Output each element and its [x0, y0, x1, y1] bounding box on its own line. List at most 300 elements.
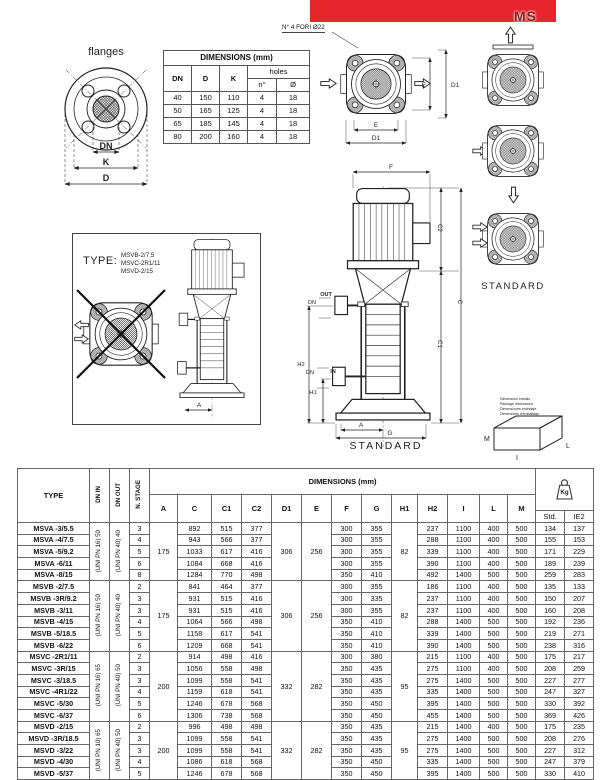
- cell: 110: [220, 92, 248, 105]
- table-row: [18, 651, 594, 663]
- dim-h1-label: H1: [309, 390, 317, 396]
- cell-kg-ie2: 271: [565, 628, 594, 640]
- cell-c1: 618: [212, 756, 242, 768]
- cell-l: 400: [480, 593, 508, 605]
- cell-g: 435: [362, 663, 392, 675]
- cell-c2: 416: [242, 604, 272, 616]
- cell-g: 355: [362, 523, 392, 535]
- table-row: [18, 523, 594, 535]
- cell: 18: [277, 131, 310, 144]
- cell-dn-out: [110, 651, 130, 721]
- cell-i: 1400: [448, 733, 480, 745]
- cell-c: 1158: [178, 628, 212, 640]
- pump-top-view-dimensioned: [318, 30, 460, 152]
- cell: 200: [192, 131, 220, 144]
- col-dn-out-label: DN OUT: [115, 482, 123, 507]
- cell-i: 1400: [448, 616, 480, 628]
- cell-stage: 5: [130, 546, 150, 558]
- cell-g: 380: [362, 651, 392, 663]
- col-l: L: [480, 495, 508, 523]
- cell-i: 1100: [448, 523, 480, 535]
- cell: 125: [220, 105, 248, 118]
- cell-l: 400: [480, 721, 508, 733]
- col-c: C: [178, 495, 212, 523]
- cell-kg-ie2: 276: [565, 733, 594, 745]
- cell-g: 450: [362, 768, 392, 780]
- dim-c2-label: C2: [436, 224, 442, 232]
- cell: 40: [164, 92, 192, 105]
- package-m-label: M: [484, 436, 490, 443]
- cell-c2: 541: [242, 639, 272, 651]
- cell-i: 1400: [448, 674, 480, 686]
- cell-c: 1084: [178, 558, 212, 570]
- cell-g: 435: [362, 745, 392, 757]
- cell-kg-ie2: 229: [565, 546, 594, 558]
- cell-h2: 275: [418, 745, 448, 757]
- col-h1: H1: [392, 495, 418, 523]
- cell-f: 350: [332, 733, 362, 745]
- table-row: [18, 721, 594, 733]
- cell-type: MSVD -4/30: [18, 756, 90, 768]
- cell-a: 200: [150, 721, 178, 779]
- col-dn-out: [110, 469, 130, 523]
- cell-kg-ie2: 235: [565, 721, 594, 733]
- flange-dimensions-table: [163, 50, 310, 144]
- cell-h2: 395: [418, 768, 448, 780]
- flow-arrow-down-icon: [509, 187, 518, 203]
- cell-i: 1100: [448, 604, 480, 616]
- cell-h2: 339: [418, 546, 448, 558]
- cell-c2: 568: [242, 710, 272, 722]
- cell-kg-std: 238: [536, 639, 565, 651]
- cell-kg-std: 134: [536, 523, 565, 535]
- cell-d1: 332: [272, 721, 302, 779]
- cell-c: 1056: [178, 663, 212, 675]
- weight-icon: [555, 478, 574, 501]
- cell-m: 500: [508, 639, 536, 651]
- dim-c-label: C: [456, 299, 462, 305]
- cell-type: MSVA -3/5.5: [18, 523, 90, 535]
- cell-c: 841: [178, 581, 212, 593]
- brand-logo: MS: [514, 8, 537, 24]
- cell-e: 256: [302, 523, 332, 581]
- col-a: A: [150, 495, 178, 523]
- cell-c2: 541: [242, 745, 272, 757]
- cell-g: 335: [362, 593, 392, 605]
- cell-f: 350: [332, 686, 362, 698]
- cell-stage: 3: [130, 663, 150, 675]
- cell-stage: 5: [130, 698, 150, 710]
- cell-kg-std: 189: [536, 558, 565, 570]
- dim-e-h: E: [373, 122, 379, 129]
- cell-c: 996: [178, 721, 212, 733]
- cell-m: 500: [508, 546, 536, 558]
- cell-type: MSVA -6/11: [18, 558, 90, 570]
- cell-kg-std: 369: [536, 710, 565, 722]
- cell-h2: 215: [418, 651, 448, 663]
- cell-i: 1400: [448, 745, 480, 757]
- cell-type: MSVA -4/7.5: [18, 534, 90, 546]
- cell-l: 400: [480, 651, 508, 663]
- cell-m: 500: [508, 663, 536, 675]
- cell-l: 500: [480, 569, 508, 581]
- col-type: TYPE: [18, 469, 90, 523]
- cell-c2: 377: [242, 581, 272, 593]
- cell-c1: 566: [212, 616, 242, 628]
- cell-m: 500: [508, 686, 536, 698]
- cell-m: 500: [508, 733, 536, 745]
- type-label: TYPE:: [83, 255, 118, 267]
- flange-table-title: DIMENSIONS (mm): [164, 51, 310, 66]
- cell-kg-ie2: 312: [565, 745, 594, 757]
- dim-g-label: G: [387, 430, 393, 437]
- cell-m: 500: [508, 581, 536, 593]
- dim-d-label: D: [102, 173, 110, 183]
- package-caption-1: Dimensioni imballo: [500, 397, 531, 401]
- col-i: I: [448, 495, 480, 523]
- col-stage: [130, 469, 150, 523]
- cell-type: MSVA -5/9.2: [18, 546, 90, 558]
- package-caption-2: Package dimensions: [500, 402, 534, 406]
- kg-header: [536, 469, 594, 511]
- dim-f-label: F: [389, 164, 393, 171]
- cell-type: MSVB -5/18.5: [18, 628, 90, 640]
- cell-g: 410: [362, 569, 392, 581]
- cell-kg-ie2: 327: [565, 686, 594, 698]
- cell-g: 410: [362, 639, 392, 651]
- cell-f: 350: [332, 745, 362, 757]
- cell-g: 355: [362, 604, 392, 616]
- cell-stage: 4: [130, 616, 150, 628]
- cell-l: 400: [480, 546, 508, 558]
- cell-dn-in: [90, 523, 110, 581]
- pump-top-view: [341, 54, 412, 113]
- table-row: [18, 581, 594, 593]
- cell-h2: 237: [418, 593, 448, 605]
- pump-top-view: [483, 126, 544, 177]
- cell-kg-ie2: 236: [565, 616, 594, 628]
- cell-kg-std: 171: [536, 546, 565, 558]
- col-holes-n: n°: [248, 79, 277, 92]
- cell-h1: 82: [392, 523, 418, 581]
- cell-kg-std: 247: [536, 686, 565, 698]
- cell-e: 282: [302, 651, 332, 721]
- cell-kg-std: 227: [536, 674, 565, 686]
- cell-l: 500: [480, 628, 508, 640]
- cell-c: 1246: [178, 698, 212, 710]
- cell-c1: 558: [212, 663, 242, 675]
- cell-type: MSVC -2R1/11: [18, 651, 90, 663]
- cell-kg-ie2: 207: [565, 593, 594, 605]
- cell: 18: [277, 118, 310, 131]
- cell-c1: 770: [212, 569, 242, 581]
- table-row: [164, 105, 310, 118]
- cell-kg-std: 192: [536, 616, 565, 628]
- cell-f: 300: [332, 651, 362, 663]
- cell-i: 1400: [448, 710, 480, 722]
- cell-dn-out-label: (UNI PN 40) 50: [115, 728, 123, 771]
- cell-type: MSVC -4R1/22: [18, 686, 90, 698]
- type-box: [72, 233, 261, 425]
- cell-a: 175: [150, 523, 178, 581]
- cell-type: MSVB -3R/9.2: [18, 593, 90, 605]
- cell: 4: [248, 131, 277, 144]
- flange-diagram: [58, 44, 158, 200]
- col-kg-ie2: IE2: [565, 511, 594, 523]
- cell-kg-std: 227: [536, 745, 565, 757]
- cell-kg-ie2: 283: [565, 569, 594, 581]
- cell-m: 500: [508, 593, 536, 605]
- cell-c2: 377: [242, 534, 272, 546]
- cell-c2: 541: [242, 686, 272, 698]
- cell-f: 300: [332, 558, 362, 570]
- type-box-drawing: [73, 234, 258, 422]
- cell-f: 300: [332, 604, 362, 616]
- cell-c1: 738: [212, 710, 242, 722]
- cell-c1: 617: [212, 628, 242, 640]
- cell-l: 500: [480, 745, 508, 757]
- cell-c: 1099: [178, 733, 212, 745]
- cell-c: 1306: [178, 710, 212, 722]
- cell-d1: 306: [272, 523, 302, 581]
- cell-g: 450: [362, 756, 392, 768]
- cell-dn-in: [90, 721, 110, 779]
- cell-m: 500: [508, 604, 536, 616]
- cell-g: 355: [362, 546, 392, 558]
- fori-callout: N° 4 FORI Ø22: [282, 24, 325, 31]
- cell-i: 1400: [448, 639, 480, 651]
- cell-type: MSVB -4/15: [18, 616, 90, 628]
- cell-stage: 2: [130, 581, 150, 593]
- cell-stage: 4: [130, 686, 150, 698]
- cell-m: 500: [508, 558, 536, 570]
- cell-d1: 306: [272, 581, 302, 651]
- cell-c1: 515: [212, 604, 242, 616]
- dim-e-v: E: [421, 82, 426, 89]
- cell-c2: 416: [242, 558, 272, 570]
- col-c2: C2: [242, 495, 272, 523]
- cell-c2: 498: [242, 569, 272, 581]
- cell-i: 1400: [448, 569, 480, 581]
- cell-l: 400: [480, 663, 508, 675]
- col-e: E: [302, 495, 332, 523]
- cell-c1: 515: [212, 523, 242, 535]
- type-model-1: MSVB-2/7.5: [121, 252, 155, 259]
- cell-stage: 2: [130, 651, 150, 663]
- cell-m: 500: [508, 768, 536, 780]
- cell-c2: 541: [242, 628, 272, 640]
- cell-c2: 498: [242, 616, 272, 628]
- cell-h2: 215: [418, 721, 448, 733]
- cell-c2: 568: [242, 768, 272, 780]
- cell-stage: 3: [130, 593, 150, 605]
- table-row: [164, 131, 310, 144]
- cell-c: 1209: [178, 639, 212, 651]
- cell-c: 1099: [178, 745, 212, 757]
- col-d1: D1: [272, 495, 302, 523]
- type-model-2: MSVC-2R1/11: [121, 260, 161, 267]
- cell-stage: 6: [130, 558, 150, 570]
- cell-dn-out-label: (UNI PN 40) 40: [115, 594, 123, 637]
- cell-h2: 275: [418, 733, 448, 745]
- cell-kg-std: 219: [536, 628, 565, 640]
- cell-f: 350: [332, 639, 362, 651]
- dimensions-header: DIMENSIONS (mm): [150, 469, 536, 495]
- cell-kg-std: 175: [536, 721, 565, 733]
- cell-stage: 4: [130, 534, 150, 546]
- cell-kg-std: 155: [536, 534, 565, 546]
- cell-c1: 498: [212, 721, 242, 733]
- cell-c1: 498: [212, 651, 242, 663]
- cell-h2: 288: [418, 616, 448, 628]
- package-i-label: I: [516, 455, 518, 462]
- pump-top-view: [483, 214, 544, 265]
- cell-dn-in-label: (UNI PN 10) 65: [95, 728, 103, 771]
- cell: 80: [164, 131, 192, 144]
- cell-stage: 3: [130, 604, 150, 616]
- col-dn-in: [90, 469, 110, 523]
- cell-c1: 678: [212, 768, 242, 780]
- cell-type: MSVD -2/15: [18, 721, 90, 733]
- cell-h2: 288: [418, 534, 448, 546]
- cell-m: 500: [508, 569, 536, 581]
- col-stage-label: N. STAGE: [135, 480, 143, 510]
- cell-c1: 558: [212, 674, 242, 686]
- cell-kg-std: 208: [536, 663, 565, 675]
- cell-c2: 498: [242, 663, 272, 675]
- cell-f: 300: [332, 534, 362, 546]
- cell-f: 350: [332, 616, 362, 628]
- cell: 18: [277, 92, 310, 105]
- cell-h2: 339: [418, 628, 448, 640]
- cell-l: 400: [480, 523, 508, 535]
- cell-c2: 568: [242, 698, 272, 710]
- cell-kg-std: 160: [536, 604, 565, 616]
- out-label: OUT: [320, 292, 332, 298]
- cell-h2: 390: [418, 558, 448, 570]
- cell-m: 500: [508, 616, 536, 628]
- cell-m: 500: [508, 534, 536, 546]
- table-row: [164, 92, 310, 105]
- package-caption-3: Dimensiones embalaje: [500, 407, 537, 411]
- cell-m: 500: [508, 628, 536, 640]
- cell-i: 1400: [448, 756, 480, 768]
- cell-c: 1064: [178, 616, 212, 628]
- orientation-views: [472, 24, 594, 280]
- cell-kg-std: 247: [536, 756, 565, 768]
- cell-i: 1400: [448, 628, 480, 640]
- cell-m: 500: [508, 698, 536, 710]
- cell-type: MSVC -5/30: [18, 698, 90, 710]
- cell-i: 1100: [448, 663, 480, 675]
- cell-stage: 3: [130, 733, 150, 745]
- package-box: [494, 416, 562, 450]
- cell-g: 435: [362, 686, 392, 698]
- kg-icon-label: Kg: [560, 489, 569, 497]
- dim-c1-label: C1: [436, 340, 442, 348]
- cell-h2: 237: [418, 523, 448, 535]
- cell-c1: 558: [212, 745, 242, 757]
- cell-m: 500: [508, 745, 536, 757]
- cell-d1: 332: [272, 651, 302, 721]
- cell-f: 350: [332, 756, 362, 768]
- cell-kg-std: 330: [536, 768, 565, 780]
- cell-type: MSVB -6/22: [18, 639, 90, 651]
- cell-type: MSVA -8/15: [18, 569, 90, 581]
- cell-dn-out: [110, 721, 130, 779]
- cell-kg-ie2: 217: [565, 651, 594, 663]
- cell-type: MSVB -3/11: [18, 604, 90, 616]
- cell-stage: 6: [130, 710, 150, 722]
- cell-c: 1246: [178, 768, 212, 780]
- cell-kg-ie2: 379: [565, 756, 594, 768]
- cell-kg-ie2: 133: [565, 581, 594, 593]
- cell-stage: 3: [130, 523, 150, 535]
- cell-kg-ie2: 153: [565, 534, 594, 546]
- col-holes: holes: [248, 66, 310, 79]
- cell-c1: 464: [212, 581, 242, 593]
- cell-c1: 617: [212, 546, 242, 558]
- cell-m: 500: [508, 651, 536, 663]
- cell-c: 892: [178, 523, 212, 535]
- cell-stage: 3: [130, 745, 150, 757]
- cell-stage: 6: [130, 639, 150, 651]
- cell: 165: [192, 105, 220, 118]
- cell-c: 943: [178, 534, 212, 546]
- cell-f: 350: [332, 674, 362, 686]
- in-label: IN: [330, 369, 336, 375]
- cell-i: 1400: [448, 768, 480, 780]
- cell-l: 500: [480, 698, 508, 710]
- cell-h2: 492: [418, 569, 448, 581]
- cell-g: 355: [362, 581, 392, 593]
- cell-c1: 668: [212, 558, 242, 570]
- dim-a-label: A: [358, 422, 364, 429]
- flanges-title: flanges: [88, 46, 124, 58]
- cell-kg-std: 150: [536, 593, 565, 605]
- cell-i: 1100: [448, 593, 480, 605]
- cell-kg-std: 175: [536, 651, 565, 663]
- cell-c2: 416: [242, 546, 272, 558]
- cell-g: 435: [362, 721, 392, 733]
- cell-type: MSVC -3R/15: [18, 663, 90, 675]
- cell-dn-in-label: (UNI PN 16) 50: [95, 529, 103, 573]
- cell: 150: [192, 92, 220, 105]
- cell-kg-ie2: 426: [565, 710, 594, 722]
- col-k: K: [220, 66, 248, 92]
- cell-stage: 3: [130, 674, 150, 686]
- cell-dn-out: [110, 581, 130, 651]
- flow-arrow-up-icon: [506, 27, 515, 43]
- cell-type: MSVD -3/22: [18, 745, 90, 757]
- cell-kg-ie2: 239: [565, 558, 594, 570]
- cell-c1: 678: [212, 698, 242, 710]
- cell-type: MSVC -6/37: [18, 710, 90, 722]
- dim-k-label: K: [102, 157, 110, 167]
- cell-g: 450: [362, 710, 392, 722]
- cell-h2: 186: [418, 581, 448, 593]
- cell-type: MSVD -3R/18.5: [18, 733, 90, 745]
- cell: 145: [220, 118, 248, 131]
- cell-f: 350: [332, 663, 362, 675]
- cell-c2: 416: [242, 593, 272, 605]
- cell-l: 400: [480, 534, 508, 546]
- cell-c2: 498: [242, 721, 272, 733]
- cell-m: 500: [508, 674, 536, 686]
- cell-a: 200: [150, 651, 178, 721]
- cell-m: 500: [508, 721, 536, 733]
- cell-c2: 568: [242, 756, 272, 768]
